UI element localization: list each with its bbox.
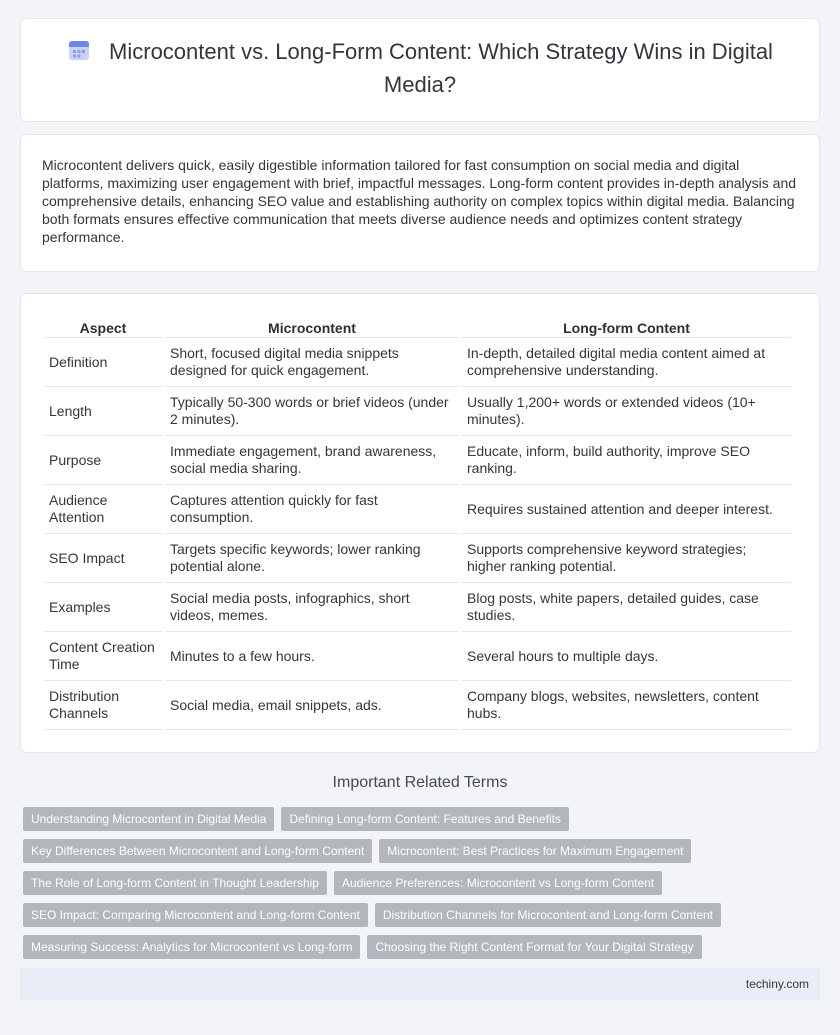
tag-row: [23, 935, 820, 959]
comparison-table: [41, 316, 794, 730]
cell-long-form: Company blogs, websites, newsletters, content hubs.: [462, 681, 791, 730]
table-row: [44, 534, 791, 583]
related-term-tag[interactable]: Audience Preferences: Microcontent vs Long-form Content: [334, 871, 662, 895]
cell-aspect: SEO Impact: [44, 534, 162, 583]
table-row: [44, 387, 791, 436]
intro-paragraph: Microcontent delivers quick, easily digestible information tailored for fast consumption on social media and digital platforms, maximizing user engagement with brief, impactful messages. Long-form content provides in-depth analysis and comprehensive details, enhancing SEO value and establishing authority on complex topics within digital media. Balancing both formats ensures effective communication that meets diverse audience needs and optimizes content strategy performance.: [42, 157, 797, 245]
cell-aspect: Audience Attention: [44, 485, 162, 534]
comparison-table-card: [20, 293, 820, 753]
cell-long-form: Several hours to multiple days.: [462, 632, 791, 681]
header-microcontent: Microcontent: [165, 316, 459, 338]
intro-card: [20, 134, 820, 272]
cell-long-form: Supports comprehensive keyword strategies; higher ranking potential.: [462, 534, 791, 583]
footer-site-link[interactable]: techiny.com: [745, 977, 809, 991]
cell-aspect: Length: [44, 387, 162, 436]
cell-long-form: Educate, inform, build authority, improve SEO ranking.: [462, 436, 791, 485]
cell-long-form: Requires sustained attention and deeper interest.: [462, 485, 791, 534]
related-terms-title: Important Related Terms: [332, 774, 508, 791]
tag-row: [23, 871, 820, 895]
cell-aspect: Distribution Channels: [44, 681, 162, 730]
related-term-tag[interactable]: The Role of Long-form Content in Thought Leadership: [23, 871, 327, 895]
page-title: [61, 37, 779, 103]
header-card: [20, 18, 820, 122]
table-row: [44, 338, 791, 387]
cell-microcontent: Typically 50-300 words or brief videos (under 2 minutes).: [165, 387, 459, 436]
cell-long-form: In-depth, detailed digital media content aimed at comprehensive understanding.: [462, 338, 791, 387]
cell-long-form: Usually 1,200+ words or extended videos (10+ minutes).: [462, 387, 791, 436]
table-row: [44, 681, 791, 730]
cell-microcontent: Immediate engagement, brand awareness, social media sharing.: [165, 436, 459, 485]
related-term-tag[interactable]: SEO Impact: Comparing Microcontent and Long-form Content: [23, 903, 368, 927]
tag-row: [23, 807, 820, 831]
footer: [20, 967, 820, 1001]
tag-row: [23, 903, 820, 927]
cell-microcontent: Social media posts, infographics, short videos, memes.: [165, 583, 459, 632]
cell-aspect: Purpose: [44, 436, 162, 485]
header-aspect: Aspect: [44, 316, 162, 338]
cell-microcontent: Short, focused digital media snippets designed for quick engagement.: [165, 338, 459, 387]
related-term-tag[interactable]: Microcontent: Best Practices for Maximum Engagement: [379, 839, 691, 863]
related-terms-tags: [0, 794, 840, 959]
cell-microcontent: Captures attention quickly for fast consumption.: [165, 485, 459, 534]
related-term-tag[interactable]: Choosing the Right Content Format for Your Digital Strategy: [367, 935, 701, 959]
cell-long-form: Blog posts, white papers, detailed guides, case studies.: [462, 583, 791, 632]
table-row: [44, 485, 791, 534]
table-row: [44, 436, 791, 485]
cell-aspect: Definition: [44, 338, 162, 387]
related-term-tag[interactable]: Defining Long-form Content: Features and Benefits: [281, 807, 569, 831]
table-header-row: [44, 316, 791, 338]
cell-microcontent: Minutes to a few hours.: [165, 632, 459, 681]
cell-aspect: Content Creation Time: [44, 632, 162, 681]
cell-microcontent: Targets specific keywords; lower ranking potential alone.: [165, 534, 459, 583]
header-long-form: Long-form Content: [462, 316, 791, 338]
calendar-icon: [67, 38, 91, 62]
table-row: [44, 632, 791, 681]
related-term-tag[interactable]: Understanding Microcontent in Digital Media: [23, 807, 274, 831]
related-term-tag[interactable]: Measuring Success: Analytics for Microcontent vs Long-form: [23, 935, 360, 959]
page-title-text: Microcontent vs. Long-Form Content: Which Strategy Wins in Digital Media?: [109, 39, 773, 97]
related-term-tag[interactable]: Key Differences Between Microcontent and Long-form Content: [23, 839, 372, 863]
cell-microcontent: Social media, email snippets, ads.: [165, 681, 459, 730]
tag-row: [23, 839, 820, 863]
cell-aspect: Examples: [44, 583, 162, 632]
related-term-tag[interactable]: Distribution Channels for Microcontent and Long-form Content: [375, 903, 721, 927]
table-row: [44, 583, 791, 632]
